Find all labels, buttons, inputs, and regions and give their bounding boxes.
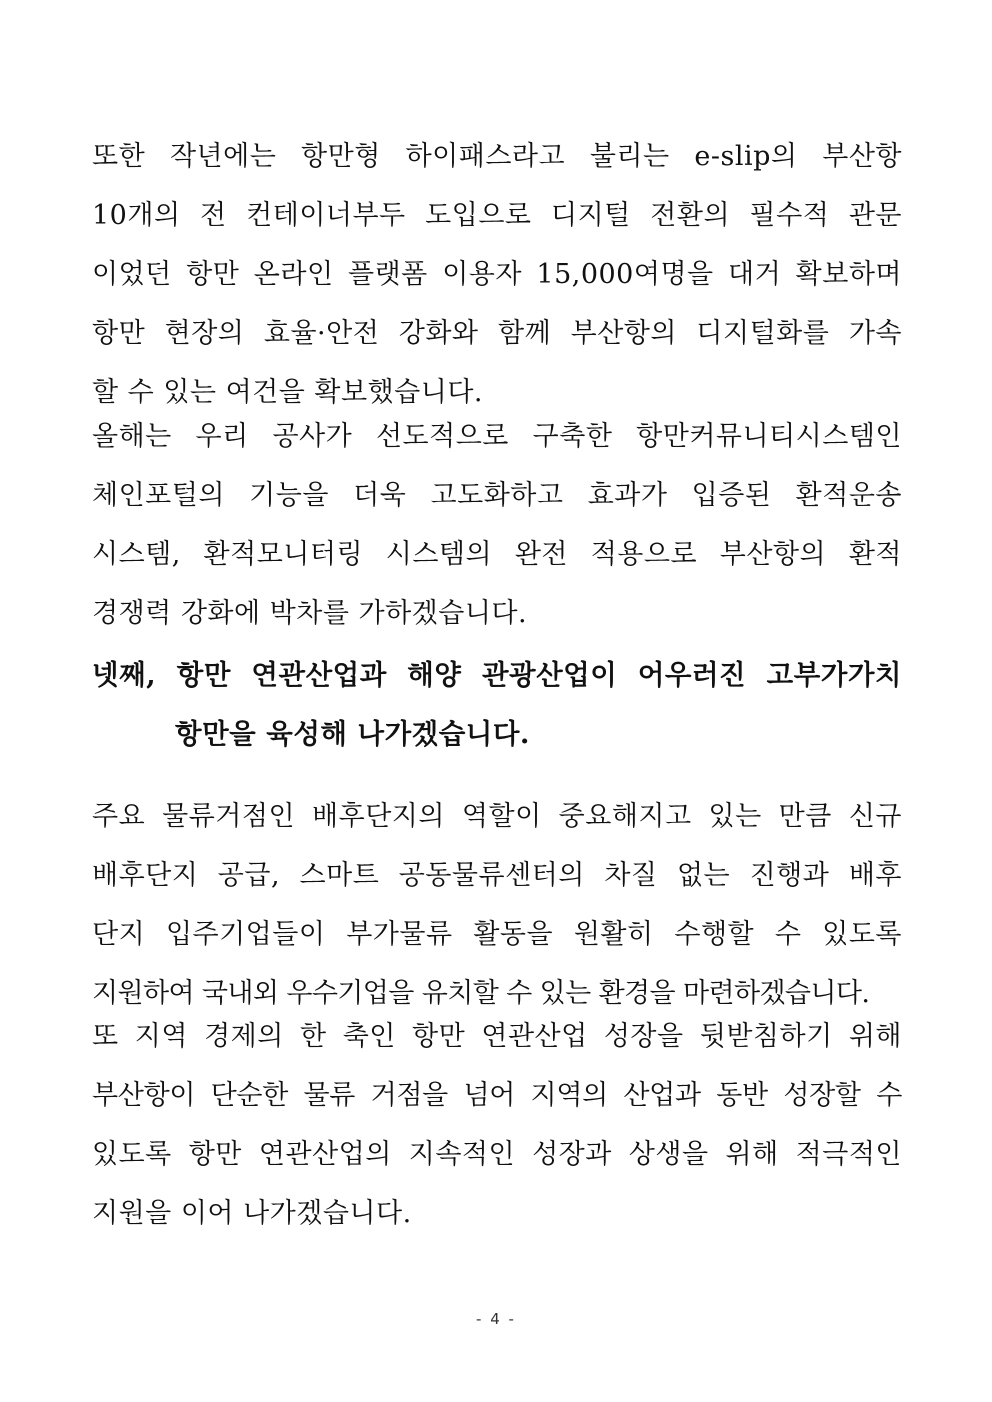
paragraph-line: 체인포털의 기능을 더욱 고도화하고 효과가 입증된 환적운송	[92, 480, 902, 511]
paragraph-chainportal	[92, 407, 902, 643]
paragraph-line: 배후단지 공급, 스마트 공동물류센터의 차질 없는 진행과 배후	[92, 860, 902, 891]
heading-line: 넷째, 항만 연관산업과 해양 관광산업이 어우러진 고부가가치	[92, 659, 902, 691]
paragraph-eslip-digital	[92, 127, 902, 422]
paragraph-line: 10개의 전 컨테이너부두 도입으로 디지털 전환의 필수적 관문	[92, 200, 902, 231]
paragraph-line: 할 수 있는 여건을 확보했습니다.	[92, 377, 483, 408]
paragraph-line: 이었던 항만 온라인 플랫폼 이용자 15,000여명을 대거 확보하며	[92, 259, 902, 290]
paragraph-line: 경쟁력 강화에 박차를 가하겠습니다.	[92, 598, 528, 629]
section-heading-fourth	[92, 646, 902, 764]
paragraph-line: 주요 물류거점인 배후단지의 역할이 중요해지고 있는 만큼 신규	[92, 801, 902, 832]
paragraph-line: 지원을 이어 나가겠습니다.	[92, 1198, 412, 1229]
paragraph-line: 지원하여 국내외 우수기업을 유치할 수 있는 환경을 마련하겠습니다.	[92, 978, 870, 1009]
paragraph-line: 있도록 항만 연관산업의 지속적인 성장과 상생을 위해 적극적인	[92, 1139, 902, 1170]
paragraph-hinterland	[92, 787, 902, 1023]
paragraph-related-industry	[92, 1007, 902, 1243]
paragraph-line: 시스템, 환적모니터링 시스템의 완전 적용으로 부산항의 환적	[92, 539, 902, 570]
paragraph-line: 부산항이 단순한 물류 거점을 넘어 지역의 산업과 동반 성장할 수	[92, 1080, 902, 1111]
paragraph-line: 또 지역 경제의 한 축인 항만 연관산업 성장을 뒷받침하기 위해	[92, 1021, 902, 1052]
paragraph-line: 단지 입주기업들이 부가물류 활동을 원활히 수행할 수 있도록	[92, 919, 902, 950]
paragraph-line: 항만 현장의 효율·안전 강화와 함께 부산항의 디지털화를 가속	[92, 318, 902, 349]
paragraph-line: 올해는 우리 공사가 선도적으로 구축한 항만커뮤니티시스템인	[92, 421, 902, 452]
page-number: - 4 -	[476, 1310, 516, 1328]
heading-line: 항만을 육성해 나가겠습니다.	[175, 718, 531, 750]
paragraph-line: 또한 작년에는 항만형 하이패스라고 불리는 e-slip의 부산항	[92, 141, 902, 172]
